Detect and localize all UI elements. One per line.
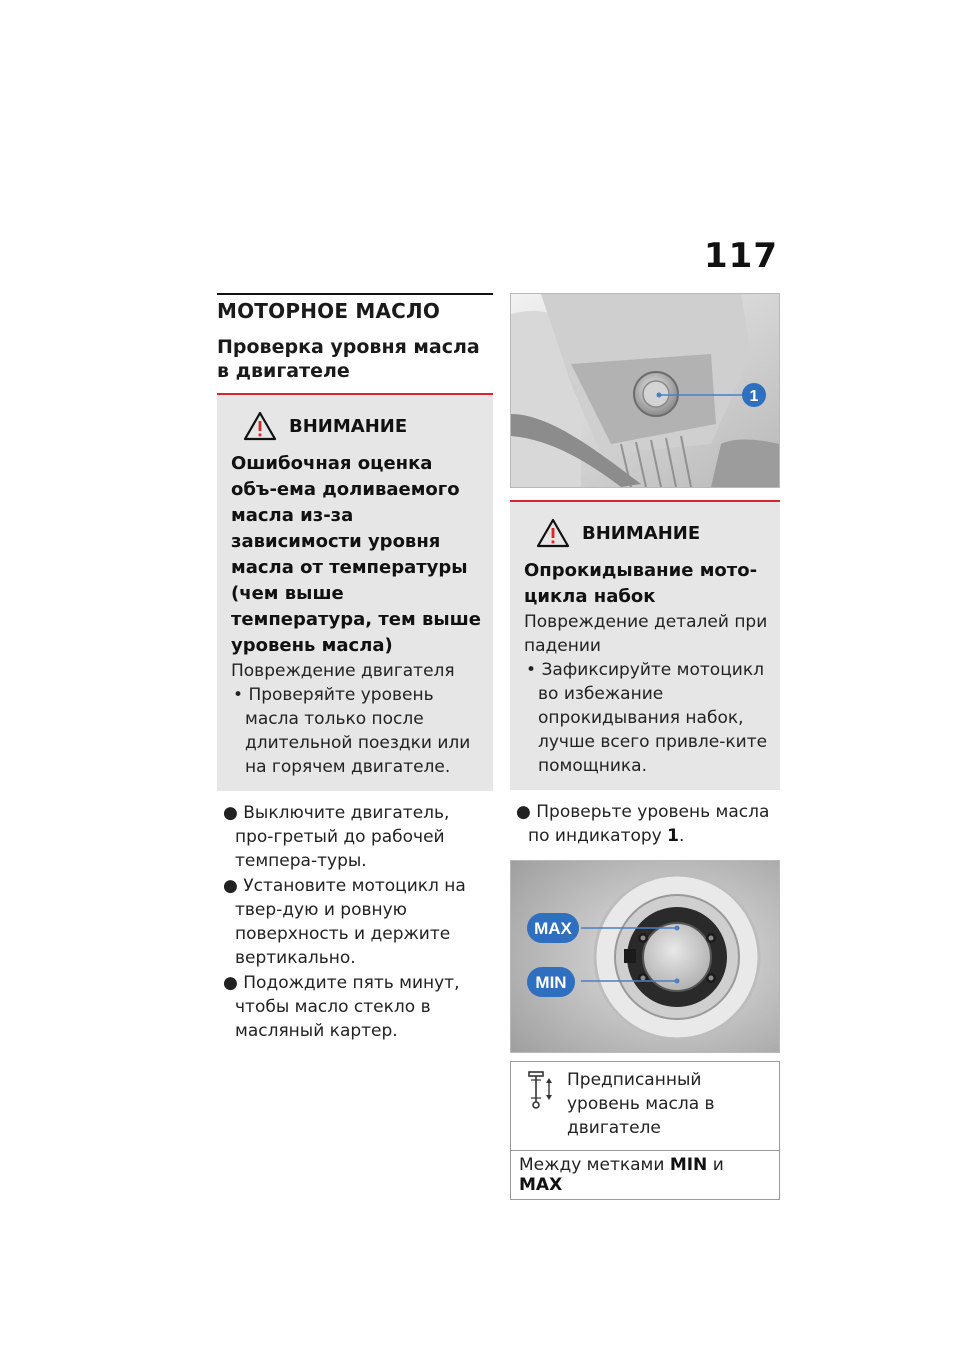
indicator-ref: 1 <box>667 826 679 846</box>
min-marker-label: MIN <box>535 973 567 992</box>
spec-header <box>511 1062 779 1151</box>
warning-box <box>217 393 493 791</box>
engine-illustration <box>511 294 779 487</box>
spec-value: Между метками MIN и MAX <box>519 1155 724 1195</box>
max-mark: MAX <box>519 1175 563 1195</box>
warning-instruction: • Проверяйте уровень масла только после длительной поездки или на горячем двигателе. <box>233 685 471 777</box>
min-mark: MIN <box>669 1155 708 1175</box>
max-marker-label: MAX <box>534 919 572 938</box>
spec-label: Предписанный уровень масла в двигателе <box>567 1070 715 1138</box>
warning-lead: Опрокидывание мото-цикла набок <box>524 560 758 607</box>
page-number: 117 <box>704 236 778 276</box>
engine-photo <box>510 293 780 488</box>
warning-label: ВНИМАНИЕ <box>582 522 701 544</box>
step-item: ● Выключите двигатель, про-гретый до рабочей темпера-туры. <box>223 803 450 871</box>
gauge-illustration <box>511 861 779 1052</box>
section-title: МОТОРНОЕ МАСЛО <box>217 293 493 323</box>
spec-box <box>510 1061 780 1200</box>
step-item: ● Установите мотоцикл на твер-дую и ровную поверхность и держите вертикально. <box>223 876 466 968</box>
warning-label: ВНИМАНИЕ <box>289 415 408 437</box>
oil-level-gauge-photo <box>510 860 780 1053</box>
oil-dipstick-icon <box>519 1068 557 1112</box>
subsection-title: Проверка уровня масла в двигателе <box>217 336 480 382</box>
left-column <box>217 293 493 1044</box>
warning-consequence: Повреждение двигателя <box>231 661 455 681</box>
step-item: ● Проверьте уровень масла по индикатору 1. <box>516 802 770 846</box>
right-column <box>510 293 780 1200</box>
step-list <box>217 801 493 1043</box>
warning-consequence: Повреждение деталей при падении <box>524 612 768 656</box>
warning-triangle-icon <box>536 518 570 548</box>
warning-triangle-icon <box>243 411 277 441</box>
step-list <box>510 800 780 848</box>
step-item: ● Подождите пять минут, чтобы масло стекло в масляный картер. <box>223 973 460 1041</box>
warning-instruction: • Зафиксируйте мотоцикл во избежание опрокидывания набок, лучше всего привле-ките помощника. <box>526 660 768 776</box>
warning-header <box>524 516 768 550</box>
warning-box <box>510 500 780 790</box>
callout-number: 1 <box>749 388 759 405</box>
warning-header <box>231 409 481 443</box>
warning-lead: Ошибочная оценка объ-ема доливаемого масла из-за зависимости уровня масла от температуры (чем выше температура, тем выше уровень масла) <box>231 453 481 656</box>
